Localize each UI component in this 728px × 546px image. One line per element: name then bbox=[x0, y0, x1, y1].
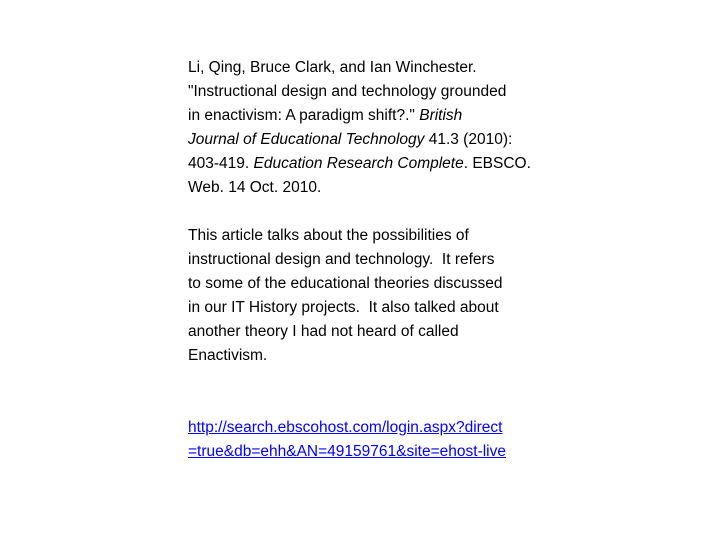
paragraph-spacer bbox=[188, 200, 558, 224]
citation-journal-part-2: Journal of Educational Technology bbox=[188, 131, 425, 148]
summary-line: in our IT History projects. It also talked about bbox=[188, 299, 499, 316]
summary-block bbox=[188, 224, 558, 368]
citation-line-4 bbox=[188, 128, 558, 152]
summary-line: another theory I had not heard of called bbox=[188, 323, 459, 340]
citation-block bbox=[188, 56, 558, 200]
citation-line-2 bbox=[188, 80, 558, 104]
citation-title-part-1: "Instructional design and technology grounded bbox=[188, 83, 507, 100]
summary-line: instructional design and technology. It refers bbox=[188, 251, 495, 268]
paragraph-spacer bbox=[188, 368, 558, 416]
citation-title-part-2: in enactivism: A paradigm shift?." bbox=[188, 107, 420, 124]
citation-access-date: Web. 14 Oct. 2010. bbox=[188, 179, 322, 196]
citation-pages: 403-419. bbox=[188, 155, 254, 172]
citation-provider: . EBSCO. bbox=[463, 155, 531, 172]
citation-line-3 bbox=[188, 104, 558, 128]
citation-journal-part-1: British bbox=[419, 107, 463, 124]
article-link-line-1[interactable]: http://search.ebscohost.com/login.aspx?direct bbox=[188, 419, 503, 436]
citation-authors: Li, Qing, Bruce Clark, and Ian Winchester. bbox=[188, 59, 477, 76]
summary-line: to some of the educational theories discussed bbox=[188, 275, 503, 292]
article-link-line-2[interactable]: =true&db=ehh&AN=49159761&site=ehost-live bbox=[188, 443, 506, 460]
summary-line: This article talks about the possibilities of bbox=[188, 227, 469, 244]
citation-line-5 bbox=[188, 152, 558, 176]
citation-line-6 bbox=[188, 176, 558, 200]
citation-line-1 bbox=[188, 56, 558, 80]
article-link[interactable] bbox=[188, 416, 558, 464]
citation-database: Education Research Complete bbox=[253, 155, 464, 172]
citation-volume: 41.3 (2010): bbox=[424, 131, 513, 148]
summary-line: Enactivism. bbox=[188, 347, 268, 364]
slide-text-box bbox=[188, 56, 558, 464]
